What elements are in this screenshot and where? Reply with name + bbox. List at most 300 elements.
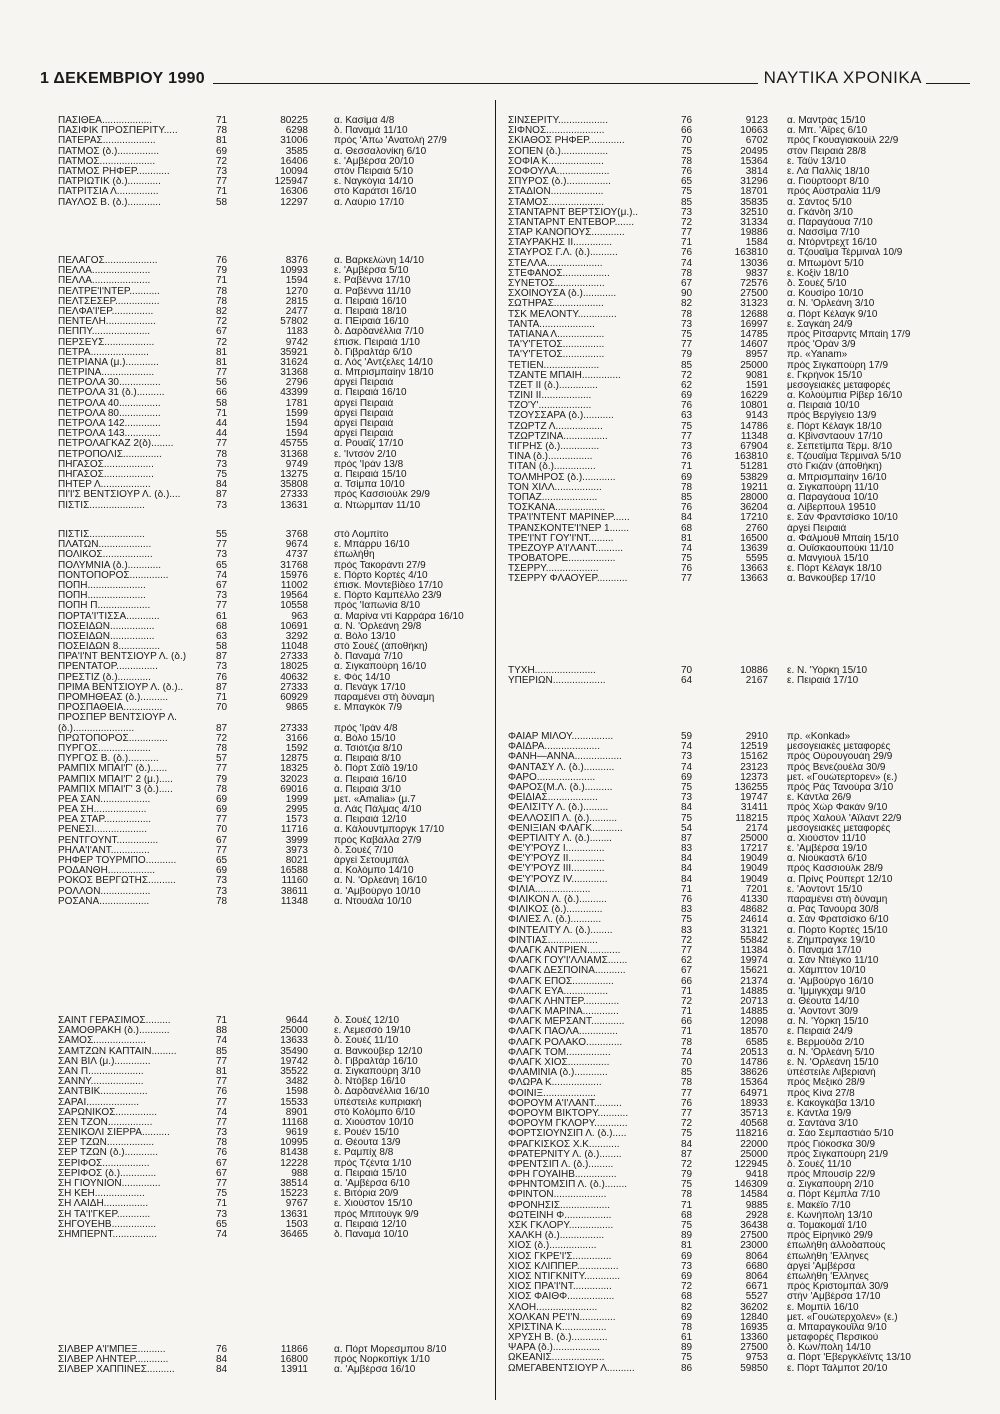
ship-status: έπισκ. Μοντεβίδεο 17/10 [334, 580, 443, 591]
ship-status: ε. Ν. 'Ορλεάνη 15/10 [787, 1058, 879, 1068]
tonnage: 40632 [280, 672, 308, 683]
ship-row [508, 1140, 978, 1150]
ship-status: δ. Δαρδανέλλια 16/10 [334, 1087, 430, 1098]
build-year: 62 [681, 956, 693, 967]
ship-row [508, 1078, 978, 1088]
ship-status: α. Βαρκελώνη 14/10 [334, 256, 424, 266]
ship-row [58, 754, 488, 764]
ship-status: ε. Τζουαϊμα Τέρμιναλ 5/10 [787, 452, 902, 463]
build-year: 66 [681, 1017, 693, 1028]
ship-status: α. Κασίμα 4/8 [334, 116, 395, 126]
ship-name: ΣΑΜΟΘΡΑΚΗ (δ.)........... [58, 1026, 170, 1037]
tonnage: 6585 [745, 1037, 768, 1048]
build-year: 75 [681, 187, 693, 198]
ship-row [58, 450, 488, 460]
ship-row [508, 1221, 978, 1231]
ship-status: α. Πειραιά 16/10 [334, 296, 407, 307]
tonnage: 14584 [740, 1190, 768, 1201]
ship-name: ΤΡΟΒΑΤΟΡΕ................. [508, 554, 616, 565]
tonnage: 27333 [280, 652, 308, 663]
ship-row [58, 167, 488, 177]
ship-status: πρός Τακοράντι 27/9 [334, 560, 426, 571]
ship-status: α. Μπωμόντ 5/10 [787, 258, 864, 269]
tonnage: 16406 [280, 156, 308, 167]
ship-row [58, 815, 488, 825]
tonnage: 64971 [740, 1088, 768, 1099]
ship-row [508, 946, 978, 956]
ship-name: ΧΣΚ ΓΚΛΟΡΥ................ [508, 1221, 614, 1231]
ship-row [58, 198, 488, 208]
build-year: 76 [681, 503, 693, 514]
build-year: 76 [216, 1345, 228, 1355]
ship-row [508, 1058, 978, 1068]
ship-name: ΦΕΙΔΙΑΣ.................. [508, 793, 598, 804]
ship-name: ΣΙΛΒΕΡ ΧΑΠΠΙΝΕΣ.......... [58, 1365, 175, 1376]
ship-name: ΩΜΕΓΑΒΕΝΤΣΙΟΥΡ Λ.......... [508, 1363, 635, 1374]
ship-group [508, 666, 978, 686]
ship-row [58, 744, 488, 754]
ship-row [58, 825, 488, 835]
tonnage: 3292 [285, 631, 308, 642]
ship-status: α. Πειραιά 3/10 [334, 784, 401, 795]
ship-name: ΩΚΕΑΝΙΣ................... [508, 1353, 605, 1364]
ship-status: πρός 'Ιαπωνία 8/10 [334, 601, 421, 612]
ship-name: ΦΕ'Υ'ΡΟΥΖ ΙΙΙ............ [508, 864, 605, 875]
build-year: 74 [216, 1229, 228, 1240]
ship-status: δ. Παναμά 11/10 [334, 126, 408, 137]
ship-name: ΣΕΡ ΤΖΩΝ (δ.)............ [58, 1148, 158, 1159]
ship-name: ΠΕΛΑΓΟΣ................... [58, 256, 158, 266]
tonnage: 2760 [745, 523, 768, 534]
tonnage: 36204 [740, 503, 768, 514]
ship-status: α. Μαντράς 15/10 [787, 116, 866, 126]
tonnage: 35713 [740, 1108, 768, 1119]
ship-status: πρός Κασσιούλκ 29/9 [334, 490, 430, 501]
tonnage: 8064 [745, 1251, 768, 1262]
ship-status: δ. Γιβραλτάρ 16/10 [334, 1056, 418, 1067]
build-year: 70 [681, 666, 693, 676]
tonnage: 9885 [745, 1200, 768, 1211]
ship-row [58, 876, 488, 886]
tonnage: 15533 [280, 1097, 308, 1108]
ship-row [508, 1068, 978, 1078]
tonnage: 19211 [740, 482, 768, 493]
ship-name: ΦΟΡΟΥΜ Α'Ι'ΛΑΝΤ.......... [508, 1098, 622, 1109]
ship-status: ε. Κάντλα 19/9 [787, 1108, 852, 1119]
ship-status: α. Παραγάουα 7/10 [787, 217, 873, 228]
build-year: 79 [681, 350, 693, 361]
ship-row [58, 601, 488, 611]
tonnage: 13639 [740, 543, 768, 554]
ship-row [58, 147, 488, 157]
ship-status: α. Σιγκαπούρη 16/10 [334, 662, 427, 673]
tonnage: 3166 [285, 733, 308, 744]
tonnage: 10886 [740, 666, 768, 676]
build-year: 74 [216, 570, 228, 581]
ship-name: ΣΤΑΡ ΚΑΝΟΠΟΥΣ............ [508, 228, 625, 239]
build-year: 76 [216, 672, 228, 683]
header-rule-end [926, 83, 970, 84]
ship-status: ε. 'Αοντοντ 15/10 [787, 884, 863, 895]
build-year: 77 [681, 1088, 693, 1099]
ship-row [508, 1364, 978, 1374]
tonnage: 13911 [280, 1365, 308, 1376]
ship-name: ΣΤΑΥΡΟΣ Γ.Λ. (δ.).......... [508, 248, 618, 259]
build-year: 78 [216, 126, 228, 137]
tonnage: 1594 [285, 276, 308, 287]
ship-status: μεσογειακές μεταφορές [787, 742, 891, 753]
build-year: 76 [681, 248, 693, 259]
tonnage: 14607 [740, 340, 768, 351]
ship-row [508, 895, 978, 905]
ship-name: ΠΥΡΓΟΣ................... [58, 743, 151, 754]
tonnage: 15162 [740, 752, 768, 763]
ship-row [508, 834, 978, 844]
ship-name: ΠΟΣΕΙΔΩΝ 8............... [58, 642, 161, 653]
ship-status: ε. Κακογκάβα 13/10 [787, 1098, 875, 1109]
ship-name: ΣΤΕΦΑΝΟΣ................. [508, 268, 610, 279]
ship-status: α. Ν. 'Ορλεάνη 29/8 [334, 621, 422, 632]
tonnage: 67904 [740, 442, 768, 452]
ship-row [58, 530, 488, 540]
build-year: 72 [681, 1282, 693, 1293]
ship-row [508, 330, 978, 340]
ship-row [58, 713, 488, 723]
tonnage: 35522 [280, 1066, 308, 1077]
ship-name: ΦΛΑΓΚ ΓΟΥ'Ι'ΛΛΙΑΜΣ....... [508, 956, 628, 967]
ship-name: ΡΗΛΑ'Ι'ΑΝΤ.............. [58, 845, 150, 856]
ship-row [508, 208, 978, 218]
ship-name: ΠΑΣΙΦΙΚ ΠΡΟΣΠΕΡΙΤΥ..... [58, 126, 178, 137]
ship-status: στό Γκιζάν (άποθήκη) [787, 462, 882, 473]
build-year: 69 [681, 391, 693, 402]
ship-status: πρός Μπουσίρ 22/9 [787, 1170, 876, 1181]
ship-name: ΤΥΧΗ...................... [508, 666, 596, 676]
ship-name: ΦΙΛΙΕΣ Λ. (δ.)........... [508, 915, 602, 926]
ship-name: ΦΛΑΓΚ ΕΠΟΣ............... [508, 976, 614, 987]
tonnage: 40568 [740, 1119, 768, 1130]
ship-status: ε. Πόρτ Κέλαγκ 18/10 [787, 564, 882, 575]
ship-row [508, 1201, 978, 1211]
ship-row [508, 1150, 978, 1160]
ship-row [58, 632, 488, 642]
tonnage: 55842 [740, 935, 768, 946]
ship-status: ε. Χιούστον 15/10 [334, 1199, 413, 1210]
ship-status: παραμένει στή δύναμη [334, 693, 435, 703]
ship-status: ε. Πειραιά 17/10 [787, 676, 859, 687]
ship-name: ΡΕΑ ΣΤΑΡ................. [58, 815, 152, 826]
tonnage: 3814 [745, 166, 768, 177]
ship-name: ΤΡΕΖΟΥΡ Α'Ι'ΛΑΝΤ.......... [508, 543, 624, 554]
ship-status: ε. Κάντλα 26/9 [787, 793, 852, 804]
ship-row [58, 764, 488, 774]
tonnage: 27333 [280, 723, 308, 734]
ship-row [58, 1047, 488, 1057]
ship-status: δ. Κων/πολη 14/10 [787, 1343, 871, 1354]
ship-name: ΣΗΜΠΕΡΝΤ................ [58, 1229, 157, 1240]
ship-row [508, 742, 978, 752]
build-year: 73 [216, 550, 228, 561]
build-year: 58 [216, 642, 228, 653]
ship-status: α. Τομακομάϊ 1/10 [787, 1221, 867, 1231]
build-year: 75 [681, 782, 693, 793]
ship-status: άργεί Σετουμπάλ [334, 856, 409, 866]
ship-name: ΣΕΡ ΤΖΩΝ................. [58, 1138, 155, 1149]
ship-name: ΠΕΤΡΙΑΝΑ (μ.)............ [58, 357, 159, 368]
ship-name: ΦΡΕΝΤΣΙΠ Λ. (δ.)......... [508, 1159, 614, 1170]
ship-status: δ. Σουέζ 12/10 [334, 1016, 400, 1026]
ship-row [508, 1292, 978, 1302]
ship-status: ε. Ζήμπραγκε 19/10 [787, 935, 876, 946]
ship-name: ΠΑΤΡΙΤΣΙΑ Λ............... [58, 187, 159, 198]
ship-name: ΦΙΛΙΑ.................... [508, 884, 591, 895]
ship-row [58, 136, 488, 146]
tonnage: 15976 [280, 570, 308, 581]
ship-status: α. Κολόμπο 14/10 [334, 866, 414, 877]
ship-row [508, 1089, 978, 1099]
build-year: 68 [681, 523, 693, 534]
ship-name: ΦΡΗ ΓΟΥΑΙΗΒ............... [508, 1170, 617, 1181]
ship-name: ΤΖΙΝΙ ΙΙ.................. [508, 391, 592, 402]
build-year: 90 [681, 289, 693, 300]
ship-status: ύπέστειλε κυπριακή [334, 1097, 422, 1108]
ship-name: ΤΣΕΡΡΥ................... [508, 564, 599, 575]
ship-name: ΦΛΑΓΚ ΕΥΑ................ [508, 986, 609, 997]
ship-name: ΦΟΡΤΣΙΟΥΝΣΙΠ Λ. (δ.)..... [508, 1129, 627, 1140]
ship-row [508, 1303, 978, 1313]
ship-row [58, 297, 488, 307]
build-year: 87 [216, 652, 228, 663]
build-year: 79 [681, 1170, 693, 1181]
ship-status: α. Βόλο 15/10 [334, 733, 396, 744]
ship-row [508, 574, 978, 584]
ship-status: δ. Παναμά 17/10 [787, 945, 862, 956]
build-year: 73 [681, 442, 693, 452]
tonnage: 69016 [280, 784, 308, 795]
ship-status: α. 'Ιμμιγκχαμ 9/10 [787, 986, 866, 997]
build-year: 78 [681, 1190, 693, 1201]
build-year: 71 [216, 116, 228, 126]
ship-row [508, 926, 978, 936]
tonnage: 38514 [280, 1179, 308, 1189]
ship-status: α. Σάο Σεμπαστιάο 5/10 [787, 1129, 894, 1140]
tonnage: 12098 [740, 1017, 768, 1028]
tonnage: 2174 [745, 823, 768, 834]
ship-status: στό Σουέζ (άποθήκη) [334, 642, 428, 653]
ship-status: πρός Αύστραλία 11/9 [787, 187, 881, 198]
tonnage: 13275 [280, 469, 308, 480]
build-year: 81 [216, 136, 228, 147]
build-year: 77 [216, 1117, 228, 1128]
tonnage: 10993 [280, 266, 308, 277]
ship-row [58, 480, 488, 490]
tonnage: 81438 [280, 1148, 308, 1159]
ship-name: ΡΕΝΤΓΟΥΝΤ............... [58, 835, 159, 846]
build-year: 75 [681, 1129, 693, 1140]
ship-row [508, 269, 978, 279]
tonnage: 16500 [740, 533, 768, 544]
tonnage: 14885 [740, 1007, 768, 1018]
ship-status: α. Μπρισμπαίην 16/10 [787, 472, 887, 483]
ship-name: ΣΑΡΑΙ................... [58, 1097, 140, 1108]
tonnage: 12840 [740, 1312, 768, 1323]
ship-row [58, 399, 488, 409]
ship-row [58, 1199, 488, 1209]
ship-status: πρός Μεξικό 28/9 [787, 1078, 865, 1089]
ship-status: α. Μπρισμπαίην 18/10 [334, 368, 434, 379]
ship-status: πρός 'Οράν 3/9 [787, 340, 856, 351]
tonnage: 988 [291, 1168, 308, 1179]
build-year: 73 [216, 166, 228, 177]
tonnage: 10094 [280, 166, 308, 177]
tonnage: 13631 [280, 1209, 308, 1220]
ship-name: ΤΟΝ ΧΙΛΛ................. [508, 482, 602, 493]
build-year: 77 [681, 431, 693, 442]
tonnage: 2928 [745, 1210, 768, 1221]
ship-name: ΦΑΡΟΣ(Μ.Λ. (δ.).......... [508, 782, 613, 793]
build-year: 82 [681, 299, 693, 310]
build-year: 68 [216, 621, 228, 632]
ship-name: ΦΡΗΝΤΟΜΣΙΠ Λ. (δ.)........ [508, 1180, 628, 1191]
ship-status: άργεί 'Αμβέρσα [787, 1261, 856, 1272]
ship-status: ε. Σάν Φραντσίσκο 10/10 [787, 513, 898, 524]
tonnage: 18701 [740, 187, 768, 198]
tonnage: 10801 [740, 401, 768, 412]
ship-name: ΣΗ ΓΙΟΥΝΙΟΝ.............. [58, 1179, 161, 1189]
ship-row [58, 662, 488, 672]
tonnage: 14786 [740, 1058, 768, 1068]
tonnage: 19049 [740, 854, 768, 865]
ship-name: ΠΕΤΡΙΝΑ................... [58, 368, 155, 379]
tonnage: 1503 [285, 1219, 308, 1230]
ship-name: ΦΑΙΑΡ ΜΙΛΟΥ............... [508, 732, 614, 742]
tonnage: 2995 [285, 805, 308, 816]
ship-row [508, 187, 978, 197]
tonnage: 35835 [740, 197, 768, 208]
ship-row [508, 432, 978, 442]
build-year: 65 [216, 1219, 228, 1230]
ship-status: α. Τσιότζια 8/10 [334, 743, 403, 754]
ship-status: ε. 'Αμβέρσα 5/10 [334, 266, 409, 277]
ship-name: ΦΟΡΟΥΜ ΒΙΚΤΟΡΥ........... [508, 1108, 629, 1119]
issue-date: 1 ΔΕΚΕΜΒΡΙΟΥ 1990 [40, 70, 205, 87]
build-year: 77 [681, 945, 693, 956]
ship-row [508, 401, 978, 411]
build-year: 85 [681, 360, 693, 371]
ship-status: ε. 'Αμβέρσα 20/10 [334, 156, 415, 167]
ship-name: ΡΟΛΛΟΝ.................. [58, 886, 151, 897]
tonnage: 22000 [740, 1139, 768, 1150]
tonnage: 122945 [734, 1159, 768, 1170]
ship-name: ΠΕΛΤΣΕΣΕΡ................ [58, 296, 160, 307]
ship-row [58, 1098, 488, 1108]
build-year: 69 [681, 1271, 693, 1282]
tonnage: 11384 [740, 945, 768, 956]
build-year: 67 [216, 580, 228, 591]
ship-status: ε. Πόρτο Καμπέλλο 23/9 [334, 591, 442, 602]
ship-row [508, 167, 978, 177]
ship-row [58, 388, 488, 398]
build-year: 87 [216, 490, 228, 501]
build-year: 71 [216, 1199, 228, 1210]
tonnage: 1592 [285, 743, 308, 754]
build-year: 87 [216, 723, 228, 734]
tonnage: 32023 [280, 774, 308, 785]
ship-name: ΡΟΔΑΝΘΗ................. [58, 866, 156, 877]
ship-row [508, 814, 978, 824]
tonnage: 31006 [280, 136, 308, 147]
ship-name: ΧΛΟΗ...................... [508, 1302, 598, 1313]
tonnage: 163810 [734, 248, 768, 259]
tonnage: 27333 [280, 490, 308, 501]
ship-name: ΣΑΜΤΖΩΝ ΚΑΠΤΑΙΝ......... [58, 1046, 177, 1057]
build-year: 84 [681, 854, 693, 865]
ship-status: α. Πενάγκ 17/10 [334, 682, 406, 693]
tonnage: 4737 [285, 550, 308, 561]
ship-name: ΠΕΤΡΑ..................... [58, 347, 149, 358]
ship-name: ΤΙΝΑ (δ.)................ [508, 452, 593, 463]
ship-row [508, 157, 978, 167]
build-year: 78 [681, 1078, 693, 1089]
tonnage: 23000 [740, 1241, 768, 1252]
ship-status: ύπέστειλε Λιβεριανή [787, 1068, 876, 1079]
ship-name: ΦΛΑΓΚ ΛΗΝΤΕΡ............. [508, 996, 620, 1007]
ship-row [508, 371, 978, 381]
ship-status: α. Σάντος 5/10 [787, 197, 852, 208]
ship-row [58, 1365, 488, 1375]
ship-status: ε. Ραμπίχ 8/8 [334, 1148, 394, 1159]
ship-name: ΣΑΙΝΤ ΓΕΡΑΣΙΜΟΣ......... [58, 1016, 171, 1026]
build-year: 69 [216, 805, 228, 816]
ship-name: ΠΛΑΤΩΝ................... [58, 540, 152, 551]
ship-name: ΣΗ ΤΑ'Ι'ΓΚΕΡ............ [58, 1209, 151, 1220]
ship-name: ΣΙΛΒΕΡ Α'Ι'ΜΠΕΞ.......... [58, 1345, 166, 1355]
ship-row [58, 1169, 488, 1179]
ship-status: ε. Πόρτο Κορτές 4/10 [334, 570, 428, 581]
tonnage: 53829 [740, 472, 768, 483]
ship-row [508, 198, 978, 208]
ship-name: ΣΟΦΟΥΛΑ................... [508, 166, 610, 177]
ship-status: δ. Ντόβερ 16/10 [334, 1077, 406, 1088]
ship-name: ΣΟΦΙΑ Κ.................... [508, 156, 604, 167]
ship-row [58, 116, 488, 126]
tonnage: 10558 [280, 601, 308, 612]
ship-name: ΦΑΝΤΑΣΥ Λ. (δ.)........... [508, 762, 615, 773]
ship-status: α. Πειραιά 16/10 [334, 388, 407, 399]
ship-row [58, 187, 488, 197]
ship-name: ΣΧΟΙΝΟΥΣΑ (δ.)............ [508, 289, 617, 300]
build-year: 78 [681, 156, 693, 167]
ship-row [58, 1220, 488, 1230]
ship-name: ΧΡΥΣΗ Β. (δ.)............. [508, 1333, 608, 1344]
build-year: 77 [216, 1077, 228, 1088]
build-year: 69 [681, 472, 693, 483]
ship-status: α. 'Αμβούργο 10/10 [334, 886, 421, 897]
ship-name: ΣΠΥΡΟΣ (δ.)................ [508, 177, 611, 188]
build-year: 73 [216, 662, 228, 673]
tonnage: 20495 [740, 146, 768, 157]
build-year: 81 [216, 1066, 228, 1077]
ship-name: ΣΕΝΙΚΟΛΙ ΣΙΕΡΡΑ.......... [58, 1128, 170, 1139]
ship-name: ΠΕΤΡΟΛΑ 80............... [58, 408, 161, 419]
build-year: 75 [681, 1221, 693, 1231]
build-year: 77 [681, 228, 693, 239]
ship-row [508, 564, 978, 574]
ship-name: ΦΛΑΓΚ ΧΙΟΣ............... [508, 1058, 610, 1068]
tonnage: 963 [291, 611, 308, 622]
ship-row [508, 279, 978, 289]
tonnage: 2796 [285, 378, 308, 389]
